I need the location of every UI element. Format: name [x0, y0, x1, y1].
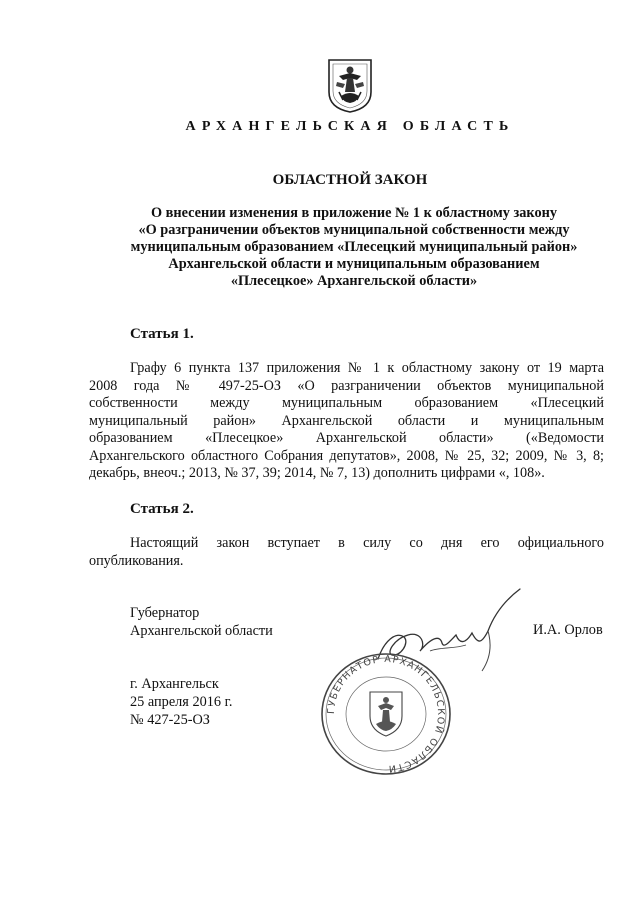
document-date: 25 апреля 2016 г.: [130, 694, 233, 710]
document-number: № 427-25-ОЗ: [130, 712, 210, 728]
article-1-heading: Статья 1.: [130, 326, 194, 342]
law-title: [108, 205, 600, 290]
law-title-line: «Плесецкое» Архангельской области»: [230, 273, 478, 289]
paragraph-line: Архангельского областного Собрания депутатов», 2008, № 25, 32; 2009, № 3, 8;: [89, 447, 604, 464]
signatory-position-line: Архангельской области: [130, 623, 273, 639]
signatory-name: И.А. Орлов: [533, 622, 603, 638]
article-2-heading: Статья 2.: [130, 501, 194, 517]
official-seal: [318, 650, 454, 778]
paragraph-line: образованием «Плесецкое» Архангельской области» («Ведомости: [89, 430, 604, 446]
paragraph-line: декабрь, внеоч.; 2013, № 37, 39; 2014, № 7, 13) дополнить цифрами «, 108».: [89, 465, 545, 481]
region-heading: АРХАНГЕЛЬСКАЯ ОБЛАСТЬ: [185, 119, 515, 134]
paragraph-line: муниципальный район» Архангельской области и муниципальным: [89, 412, 604, 429]
paragraph-line: Настоящий закон вступает в силу со дня его официального: [130, 535, 604, 551]
law-title-line: муниципальным образованием «Плесецкий муниципальный район»: [130, 239, 578, 255]
article-1-text: [89, 360, 604, 483]
document-city: г. Архангельск: [130, 676, 219, 692]
document-type: ОБЛАСТНОЙ ЗАКОН: [272, 172, 428, 188]
seal-text: ГУБЕРНАТОР АРХАНГЕЛЬСКОЙ ОБЛАСТИ: [325, 653, 447, 775]
law-title-line: О внесении изменения в приложение № 1 к областному закону: [150, 205, 558, 221]
coat-of-arms-icon: [327, 58, 373, 114]
article-2-text: [89, 535, 604, 570]
document-details: [130, 675, 232, 729]
signatory-position: [130, 604, 273, 640]
law-title-line: Архангельской области и муниципальным образованием: [168, 256, 540, 272]
paragraph-line: 2008 года № 497-25-ОЗ «О разграничении объектов муниципальной: [89, 377, 604, 394]
paragraph-line: собственности между муниципальным образованием «Плесецкий: [89, 395, 604, 411]
paragraph-line: Графу 6 пункта 137 приложения № 1 к областному закону от 19 марта: [130, 360, 604, 376]
law-title-line: «О разграничении объектов муниципальной собственности между: [138, 222, 570, 238]
paragraph-line: опубликования.: [89, 552, 184, 569]
signatory-position-line: Губернатор: [130, 605, 200, 621]
